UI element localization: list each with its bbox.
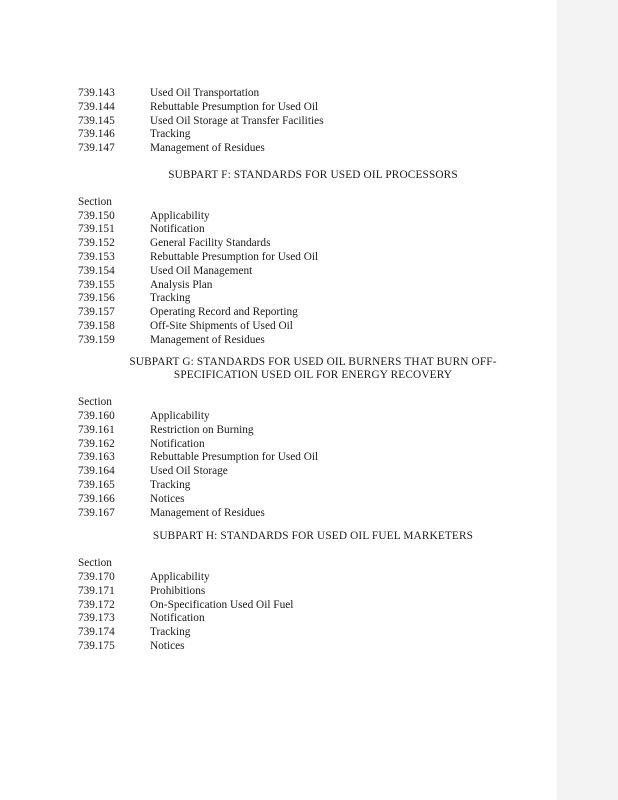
section-number: 739.156: [78, 292, 115, 305]
list-item: [78, 640, 548, 654]
list-item: [78, 87, 548, 101]
page-margin: [557, 0, 618, 800]
section-number: 739.164: [78, 465, 115, 478]
list-item: [78, 599, 548, 613]
subpart-g-heading-line-2: SPECIFICATION USED OIL FOR ENERGY RECOVERY: [173, 369, 453, 382]
section-number: 739.144: [78, 100, 115, 113]
list-item: [78, 279, 548, 293]
section-title: Prohibitions: [150, 584, 206, 597]
section-number: 739.170: [78, 570, 115, 583]
section-title: Rebuttable Presumption for Used Oil: [150, 100, 319, 113]
section-title: Tracking: [150, 626, 191, 639]
subpart-h-list: [78, 571, 548, 654]
list-item: [78, 493, 548, 507]
spacer: [78, 520, 548, 530]
subpart-g-heading: [78, 356, 548, 384]
list-item: [78, 292, 548, 306]
section-label: Section: [78, 195, 112, 208]
section-title: Management of Residues: [150, 142, 265, 155]
section-number: 739.145: [78, 114, 115, 127]
section-number: 739.143: [78, 87, 115, 99]
list-item: [78, 223, 548, 237]
list-item: [78, 128, 548, 142]
section-number: 739.154: [78, 264, 115, 277]
list-item: [78, 507, 548, 521]
section-number: 739.163: [78, 451, 115, 464]
section-title: Used Oil Storage at Transfer Facilities: [150, 114, 324, 127]
section-title: Rebuttable Presumption for Used Oil: [150, 451, 319, 464]
section-title: Notices: [150, 639, 185, 652]
section-title: Rebuttable Presumption for Used Oil: [150, 250, 319, 263]
section-title: Operating Record and Reporting: [150, 306, 298, 319]
spacer: [78, 544, 548, 557]
section-title: Management of Residues: [150, 333, 265, 346]
list-item: [78, 115, 548, 129]
list-item: [78, 334, 548, 348]
section-title: Tracking: [150, 478, 191, 491]
list-item: [78, 265, 548, 279]
spacer: [78, 183, 548, 196]
subpart-h-heading: SUBPART H: STANDARDS FOR USED OIL FUEL MARKETERS: [152, 530, 474, 543]
spacer: [78, 156, 548, 169]
section-number: 739.147: [78, 142, 115, 155]
section-title: Used Oil Management: [150, 264, 253, 277]
section-number: 739.151: [78, 223, 115, 236]
section-title: On-Specification Used Oil Fuel: [150, 598, 294, 611]
section-number: 739.153: [78, 250, 115, 263]
list-item: [78, 410, 548, 424]
section-title: Notification: [150, 612, 205, 625]
spacer: [78, 383, 548, 396]
spacer: [78, 348, 548, 356]
section-number: 739.150: [78, 209, 115, 222]
section-label: Section: [78, 557, 112, 570]
subpart-g-list: [78, 410, 548, 520]
section-title: Used Oil Transportation: [150, 87, 260, 99]
section-number: 739.165: [78, 478, 115, 491]
section-number: 739.152: [78, 237, 115, 250]
list-item: [78, 626, 548, 640]
section-number: 739.159: [78, 333, 115, 346]
subpart-f-list: [78, 210, 548, 348]
list-item: [78, 320, 548, 334]
section-title: Analysis Plan: [150, 278, 213, 291]
section-title: Off-Site Shipments of Used Oil: [150, 319, 293, 332]
section-number: 739.171: [78, 584, 115, 597]
list-item: [78, 237, 548, 251]
section-number: 739.175: [78, 639, 115, 652]
list-item: [78, 612, 548, 626]
list-item: [78, 451, 548, 465]
section-number: 739.158: [78, 319, 115, 332]
table-of-contents: [78, 87, 548, 654]
section-title: Applicability: [150, 409, 210, 422]
section-title: Tracking: [150, 292, 191, 305]
section-title: Notices: [150, 492, 185, 505]
list-item: [78, 585, 548, 599]
section-number: 739.174: [78, 626, 115, 639]
list-item: [78, 251, 548, 265]
section-title: Applicability: [150, 209, 210, 222]
section-label: Section: [78, 396, 112, 409]
section-number: 739.155: [78, 278, 115, 291]
section-title: Notification: [150, 437, 205, 450]
list-item: [78, 142, 548, 156]
list-item: [78, 424, 548, 438]
section-number: 739.172: [78, 598, 115, 611]
section-title: Used Oil Storage: [150, 465, 228, 478]
subpart-g-heading-line-1: SUBPART G: STANDARDS FOR USED OIL BURNERS THAT BURN OFF-: [129, 355, 497, 368]
list-item: [78, 210, 548, 224]
section-number: 739.173: [78, 612, 115, 625]
list-item: [78, 571, 548, 585]
top-section-list: [78, 87, 548, 156]
subpart-f-heading: SUBPART F: STANDARDS FOR USED OIL PROCESSORS: [168, 168, 458, 181]
section-number: 739.166: [78, 492, 115, 505]
list-item: [78, 306, 548, 320]
section-number: 739.146: [78, 128, 115, 141]
list-item: [78, 465, 548, 479]
section-title: Tracking: [150, 128, 191, 141]
list-item: [78, 438, 548, 452]
section-number: 739.162: [78, 437, 115, 450]
section-number: 739.160: [78, 409, 115, 422]
section-title: General Facility Standards: [150, 237, 271, 250]
list-item: [78, 101, 548, 115]
section-title: Applicability: [150, 570, 210, 583]
section-title: Restriction on Burning: [150, 423, 254, 436]
section-title: Management of Residues: [150, 506, 265, 519]
section-number: 739.167: [78, 506, 115, 519]
list-item: [78, 479, 548, 493]
section-number: 739.161: [78, 423, 115, 436]
section-number: 739.157: [78, 306, 115, 319]
section-title: Notification: [150, 223, 205, 236]
